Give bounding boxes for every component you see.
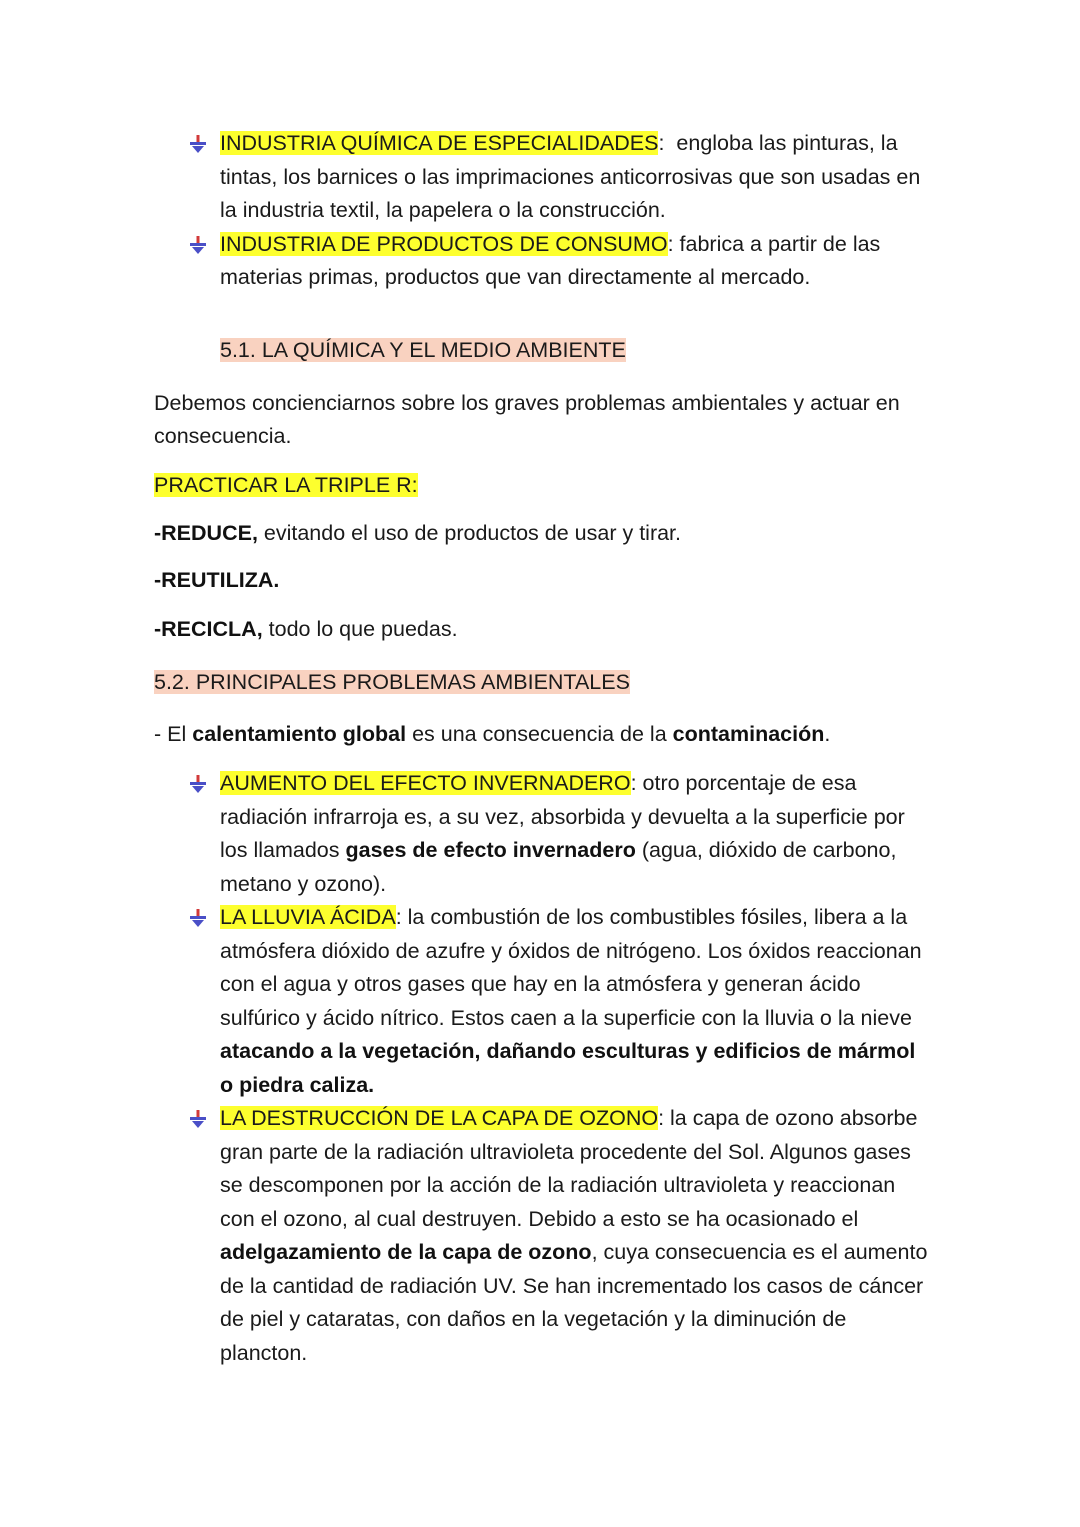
triple-r-label: PRACTICAR LA TRIPLE R: xyxy=(154,473,418,497)
term-highlight: LA DESTRUCCIÓN DE LA CAPA DE OZONO xyxy=(220,1106,659,1130)
arrow-down-bullet-icon xyxy=(188,908,208,928)
rule-reutiliza: -REUTILIZA. xyxy=(154,568,280,592)
item-text: engloba las pinturas, la tintas, los barnices o las imprimaciones anticorrosivas que son usadas en la industria textil, la papelera o la construcción. xyxy=(220,131,927,222)
list-item: INDUSTRIA QUÍMICA DE ESPECIALIDADES: engloba las pinturas, la tintas, los barnices o las imprimaciones anticorrosivas que son usadas en la industria textil, la papelera o la construcción. xyxy=(188,127,928,228)
arrow-down-bullet-icon xyxy=(188,235,208,255)
term-highlight: INDUSTRIA QUÍMICA DE ESPECIALIDADES xyxy=(220,131,659,155)
industry-types-list xyxy=(188,127,928,295)
rule-recicla: -RECICLA, todo lo que puedas. xyxy=(154,617,458,641)
global-warming-line: - El calentamiento global es una consecuencia de la contaminación. xyxy=(154,722,831,746)
term-highlight: INDUSTRIA DE PRODUCTOS DE CONSUMO xyxy=(220,231,668,256)
term-highlight: AUMENTO DEL EFECTO INVERNADERO xyxy=(220,771,631,795)
list-item: AUMENTO DEL EFECTO INVERNADERO: otro porcentaje de esa radiación infrarroja es, a su vez, absorbida y devuelta a la superficie por los llamados gases de efecto invernadero (agua, dióxido de carbono, metano y ozono). xyxy=(188,767,928,901)
intro-paragraph: Debemos concienciarnos sobre los graves problemas ambientales y actuar en consecuencia. xyxy=(154,391,900,448)
list-item: LA LLUVIA ÁCIDA: la combustión de los combustibles fósiles, libera a la atmósfera dióxido de azufre y óxidos de nitrógeno. Los óxidos reaccionan con el agua y otros gases que hay en la atmósfera y generan ácido sulfúrico y ácido nítrico. Estos caen a la superficie con la lluvia o la nieve atacando a la vegetación, dañando esculturas y edificios de mármol o piedra caliza. xyxy=(188,901,928,1102)
section-title-5-2: 5.2. PRINCIPALES PROBLEMAS AMBIENTALES xyxy=(154,670,630,694)
rule-reduce: -REDUCE, evitando el uso de productos de usar y tirar. xyxy=(154,521,682,545)
arrow-down-bullet-icon xyxy=(188,774,208,794)
term-highlight: LA LLUVIA ÁCIDA xyxy=(220,905,396,929)
list-item: INDUSTRIA DE PRODUCTOS DE CONSUMO: fabrica a partir de las materias primas, productos que van directamente al mercado. xyxy=(188,228,928,295)
environmental-problems-list xyxy=(188,767,928,1370)
item-text: fabrica a partir de las materias primas, productos que van directamente al mercado. xyxy=(220,231,881,289)
arrow-down-bullet-icon xyxy=(188,1109,208,1129)
list-item: LA DESTRUCCIÓN DE LA CAPA DE OZONO: la capa de ozono absorbe gran parte de la radiación ultravioleta procedente del Sol. Algunos gases se descomponen por la acción de la radiación ultravioleta y reaccionan con el ozono, al cual destruyen. Debido a esto se ha ocasionado el adelgazamiento de la capa de ozono, cuya consecuencia es el aumento de la cantidad de radiación UV. Se han incrementado los casos de cáncer de piel y cataratas, con daños en la vegetación y la diminución de plancton. xyxy=(188,1102,928,1370)
arrow-down-bullet-icon xyxy=(188,134,208,154)
section-title-5-1: 5.1. LA QUÍMICA Y EL MEDIO AMBIENTE xyxy=(220,338,626,362)
